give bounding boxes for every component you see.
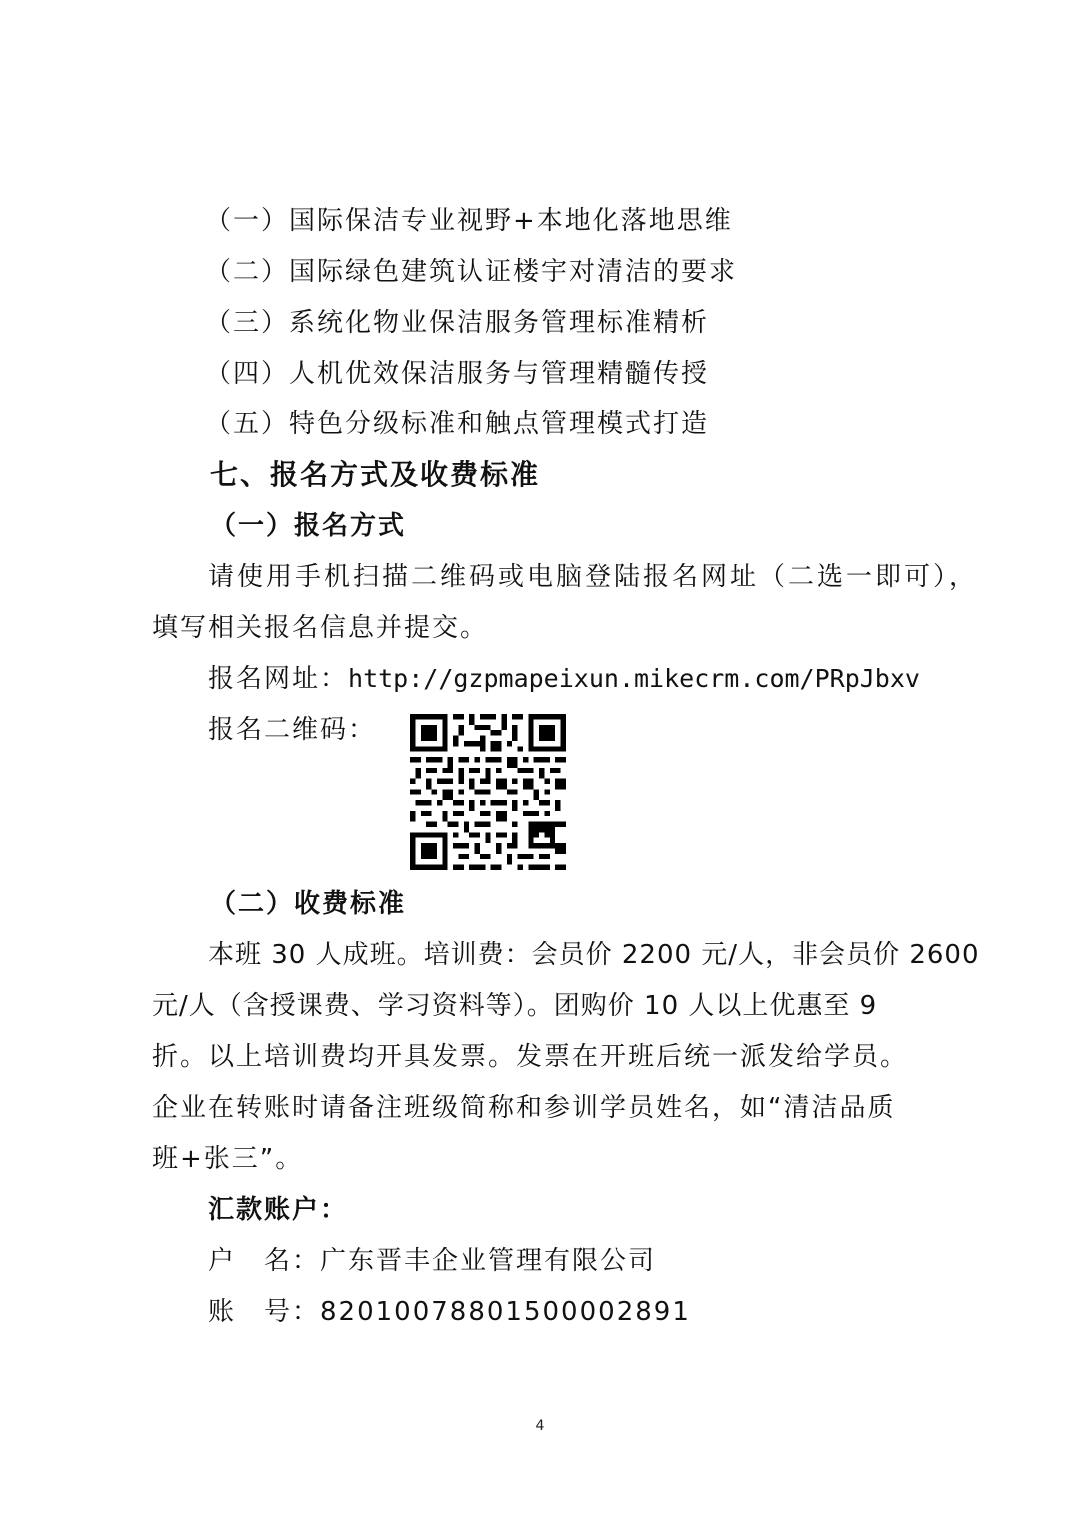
account-name-label: 户 名：: [208, 1246, 321, 1276]
registration-url-link[interactable]: http://gzpmapeixun.mikecrm.com/PRpJbxv: [348, 664, 920, 693]
section-7-heading: 七、报名方式及收费标准: [210, 458, 541, 491]
registration-paragraph-line-2: 填写相关报名信息并提交。: [152, 613, 489, 643]
account-number-label: 账 号：: [208, 1297, 321, 1327]
registration-qr-code: [410, 714, 566, 870]
qr-code-label: 报名二维码：: [208, 715, 377, 745]
list-item-1: （一）国际保洁专业视野+本地化落地思维: [205, 206, 733, 236]
fee-line-1: 本班 30 人成班。培训费：会员价 2200 元/人，非会员价 2600: [208, 940, 980, 970]
list-item-4: （四）人机优效保洁服务与管理精髓传授: [205, 359, 710, 389]
remittance-account-heading: 汇款账户：: [208, 1195, 349, 1225]
fee-line-2: 元/人（含授课费、学习资料等）。团购价 10 人以上优惠至 9: [152, 991, 878, 1021]
list-item-5: （五）特色分级标准和触点管理模式打造: [205, 409, 710, 439]
account-name-line: [208, 1243, 656, 1279]
account-number-line: [208, 1294, 691, 1330]
registration-url-line: [208, 661, 920, 697]
fee-line-4: 企业在转账时请备注班级简称和参训学员姓名，如“清洁品质: [152, 1093, 896, 1123]
list-item-3: （三）系统化物业保洁服务管理标准精析: [205, 308, 710, 338]
page-number: 4: [535, 1418, 545, 1434]
registration-url-label: 报名网址：: [208, 664, 349, 694]
registration-paragraph-line-1: 请使用手机扫描二维码或电脑登陆报名网址（二选一即可），: [208, 562, 979, 592]
registration-method-heading: （一）报名方式: [210, 511, 407, 541]
fee-line-5: 班+张三”。: [152, 1144, 304, 1174]
account-name-value: 广东晋丰企业管理有限公司: [320, 1246, 657, 1276]
fee-standard-heading: （二）收费标准: [210, 889, 407, 919]
list-item-2: （二）国际绿色建筑认证楼宇对清洁的要求: [205, 257, 738, 287]
account-number-value: 8201007880150000289​1: [320, 1297, 691, 1327]
fee-line-3: 折。以上培训费均开具发票。发票在开班后统一派发给学员。: [152, 1042, 909, 1072]
